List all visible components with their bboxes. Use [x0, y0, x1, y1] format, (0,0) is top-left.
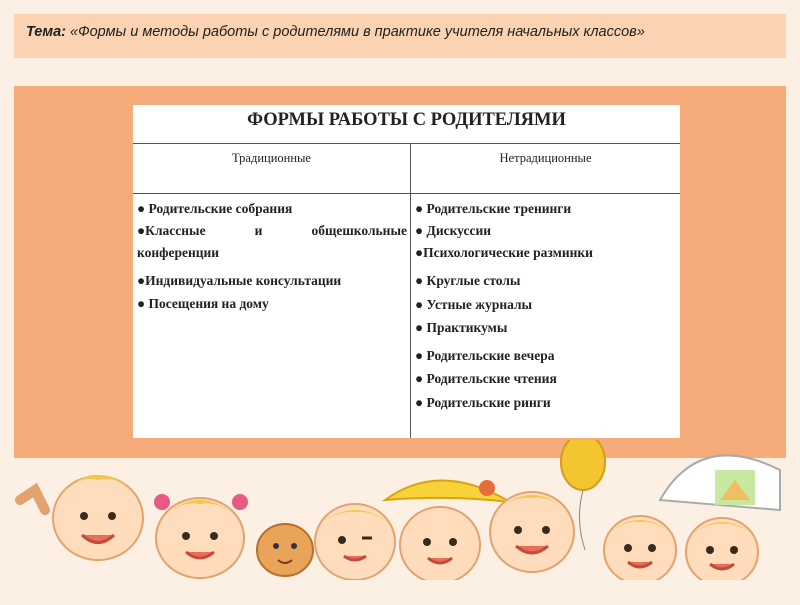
slide-title — [26, 24, 645, 40]
list-item: ● Родительские тренинги — [415, 201, 572, 216]
list-item: ●Психологические разминки — [415, 245, 593, 260]
ledge — [0, 580, 800, 600]
title-topic: «Формы и методы работы с родителями в практике учителя начальных классов» — [70, 24, 645, 40]
child-face-1 — [20, 475, 143, 560]
table-divider-horizontal — [133, 193, 680, 194]
child-face-5 — [490, 492, 574, 572]
list-item: ● Практикумы — [415, 320, 508, 335]
table-divider-vertical — [410, 143, 411, 438]
column-header-traditional: Традиционные — [232, 151, 311, 165]
list-item: ● Посещения на дому — [137, 296, 269, 311]
title-label: Тема: — [26, 24, 66, 40]
table-heading: ФОРМЫ РАБОТЫ С РОДИТЕЛЯМИ — [133, 105, 680, 144]
child-face-2 — [154, 494, 248, 578]
child-face-7 — [686, 518, 758, 586]
toy-cat-icon — [257, 524, 313, 576]
list-item: ● Устные журналы — [415, 297, 533, 312]
list-item: ● Родительские собрания — [137, 201, 293, 216]
list-item: ● Родительские вечера — [415, 348, 555, 363]
column-header-nontraditional: Нетрадиционные — [499, 151, 592, 165]
umbrella-icon — [660, 455, 780, 510]
list-item: ● Родительские чтения — [415, 371, 557, 386]
list-item: конференции — [137, 245, 220, 260]
child-face-6 — [604, 516, 676, 584]
list-item: ●Индивидуальные консультации — [137, 273, 342, 288]
forms-table — [133, 105, 680, 438]
list-item: ● Дискуссии — [415, 223, 492, 238]
children-illustration — [0, 440, 800, 600]
list-item-word: и — [254, 223, 263, 238]
list-item: ● Родительские ринги — [415, 395, 551, 410]
list-item-word: общешкольные — [311, 223, 407, 238]
list-item — [137, 223, 407, 239]
list-item-word: ●Классные — [137, 223, 206, 238]
children-illustration-svg — [0, 440, 800, 600]
child-face-3 — [315, 504, 395, 580]
list-item: ● Круглые столы — [415, 273, 521, 288]
